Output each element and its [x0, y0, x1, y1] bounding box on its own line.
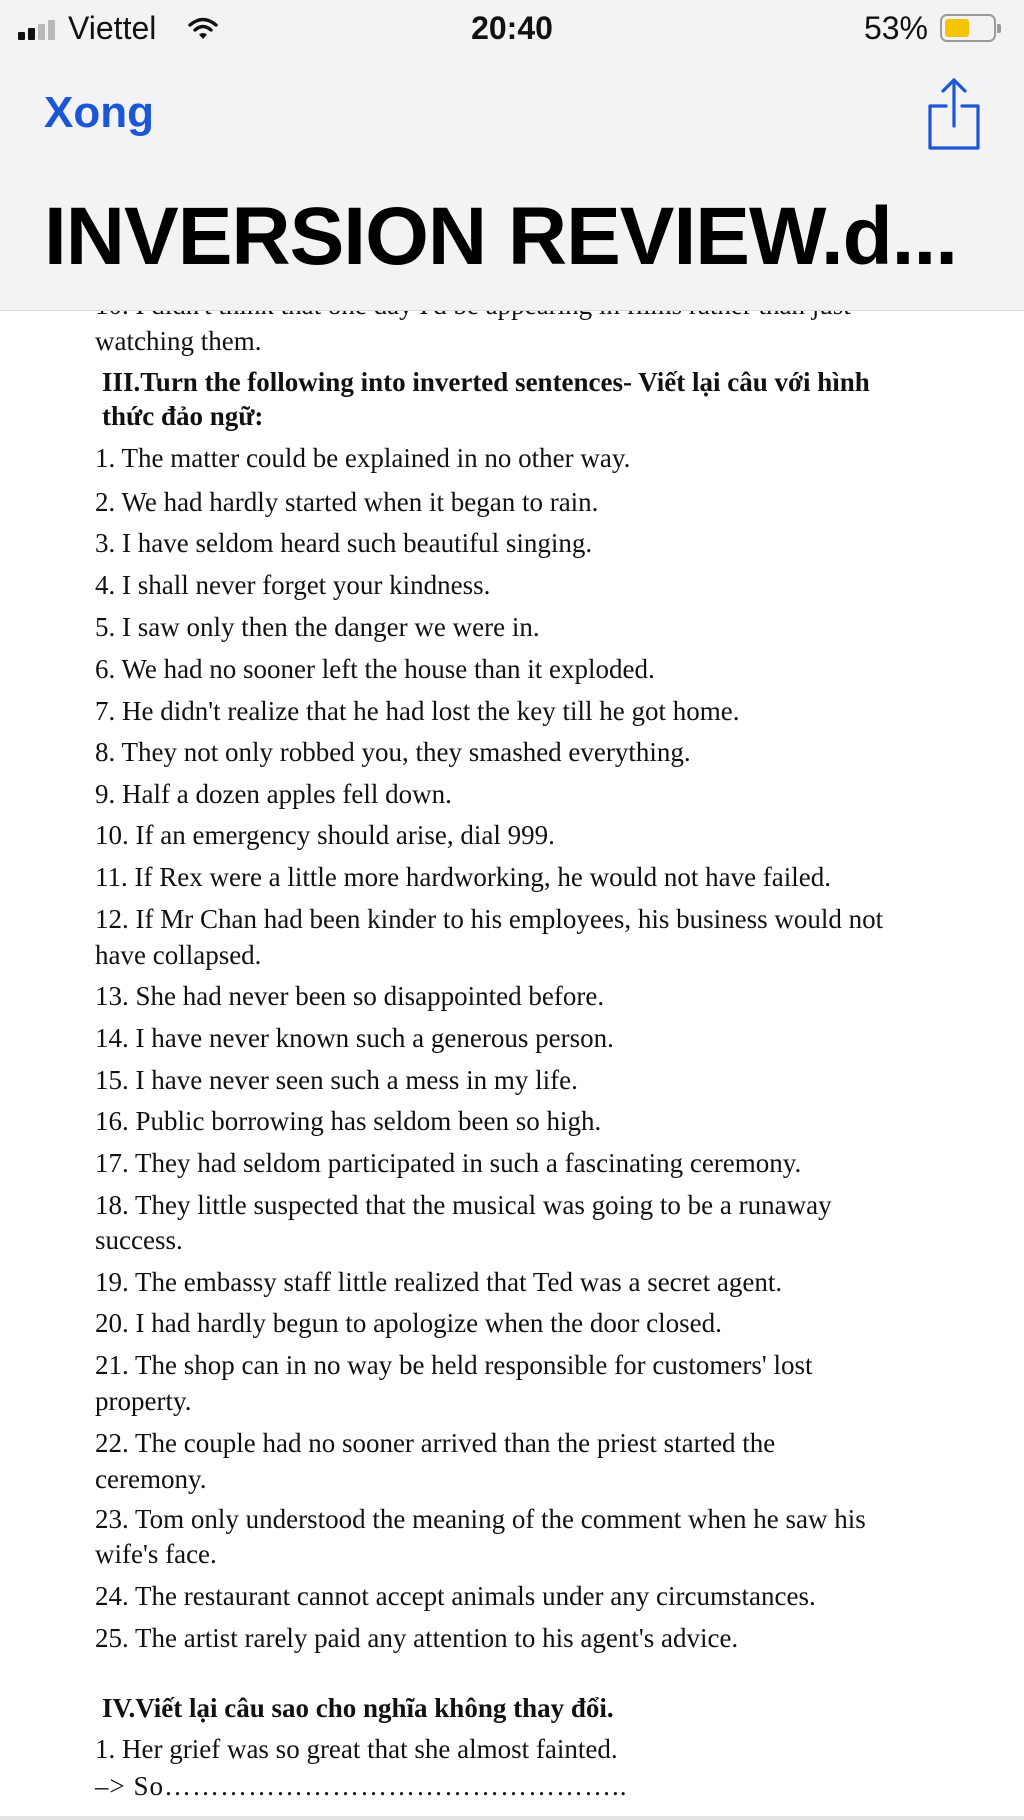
section-heading-iv: IV.Viết lại câu sao cho nghĩa không thay đổi.: [102, 1693, 614, 1723]
exercise-item: 25. The artist rarely paid any attention to his agent's advice.: [95, 1623, 739, 1653]
exercise-item: 18. They little suspected that the musical was going to be a runaway: [95, 1190, 832, 1220]
exercise-item: 6. We had no sooner left the house than it exploded.: [95, 654, 655, 684]
section-heading-iii-cont: thức đảo ngữ:: [102, 401, 264, 431]
exercise-item: 17. They had seldom participated in such a fascinating ceremony.: [95, 1148, 802, 1178]
answer-blank: –> So…………………………………………..: [95, 1771, 628, 1801]
battery-icon: [940, 14, 996, 42]
doc-line: watching them.: [95, 326, 262, 356]
bottom-edge: [0, 1816, 1024, 1820]
viewer-header: [0, 0, 1024, 311]
exercise-item: 9. Half a dozen apples fell down.: [95, 779, 452, 809]
exercise-item-cont: property.: [95, 1386, 192, 1416]
exercise-item: 22. The couple had no sooner arrived than the priest started the: [95, 1428, 776, 1458]
exercise-item: 5. I saw only then the danger we were in.: [95, 612, 540, 642]
exercise-item: 20. I had hardly begun to apologize when the door closed.: [95, 1308, 722, 1338]
battery-level: [945, 19, 969, 37]
exercise-item-cont: have collapsed.: [95, 940, 262, 970]
done-button[interactable]: Xong: [44, 88, 154, 137]
exercise-item: 1. The matter could be explained in no other way.: [95, 443, 631, 473]
exercise-item: 3. I have seldom heard such beautiful singing.: [95, 528, 593, 558]
clock: 20:40: [471, 10, 553, 46]
exercise-item: 14. I have never known such a generous person.: [95, 1023, 614, 1053]
section-heading-iii: III.Turn the following into inverted sentences- Viết lại câu với hình: [102, 367, 870, 397]
exercise-item: 10. If an emergency should arise, dial 999.: [95, 820, 555, 850]
exercise-item: 16. Public borrowing has seldom been so high.: [95, 1106, 602, 1136]
exercise-item-cont: wife's face.: [95, 1539, 217, 1569]
share-icon[interactable]: [924, 76, 984, 152]
exercise-item: 12. If Mr Chan had been kinder to his employees, his business would not: [95, 904, 884, 934]
status-bar: [0, 0, 1024, 58]
exercise-item-cont: success.: [95, 1225, 183, 1255]
exercise-item: 11. If Rex were a little more hardworking, he would not have failed.: [95, 862, 832, 892]
exercise-item: 23. Tom only understood the meaning of the comment when he saw his: [95, 1504, 866, 1534]
exercise-item: 4. I shall never forget your kindness.: [95, 570, 491, 600]
carrier-name: Viettel: [68, 10, 157, 46]
exercise-item: 21. The shop can in no way be held responsible for customers' lost: [95, 1350, 813, 1380]
document-title: INVERSION REVIEW.d...: [44, 191, 958, 282]
exercise-item: 19. The embassy staff little realized that Ted was a secret agent.: [95, 1267, 783, 1297]
exercise-item: 13. She had never been so disappointed before.: [95, 981, 605, 1011]
exercise-item: 7. He didn't realize that he had lost the key till he got home.: [95, 696, 740, 726]
exercise-item: 1. Her grief was so great that she almost fainted.: [95, 1734, 618, 1764]
battery-percentage: 53%: [863, 10, 928, 46]
exercise-item: 8. They not only robbed you, they smashed everything.: [95, 737, 691, 767]
exercise-item: 24. The restaurant cannot accept animals under any circumstances.: [95, 1581, 816, 1611]
exercise-item-cont: ceremony.: [95, 1464, 207, 1494]
battery-cap: [997, 24, 1001, 33]
exercise-item: 2. We had hardly started when it began to rain.: [95, 487, 599, 517]
exercise-item: 15. I have never seen such a mess in my life.: [95, 1065, 578, 1095]
